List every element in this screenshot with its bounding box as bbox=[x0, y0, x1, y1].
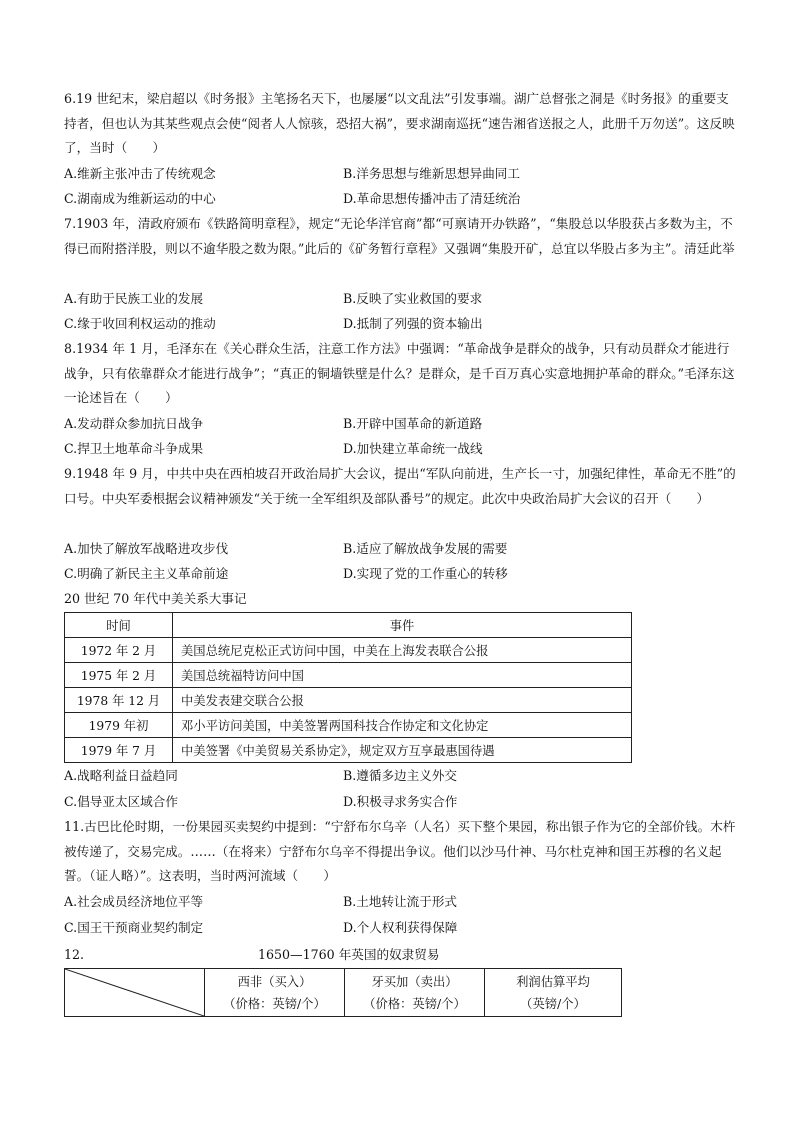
question-10-option-d: D.积极寻求务实合作 bbox=[343, 794, 458, 809]
question-8-option-a: A.发动群众参加抗日战争 bbox=[64, 416, 204, 431]
header-profit-line1: 利润估算平均 bbox=[516, 974, 590, 989]
table-cell-event: 中美发表建交联合公报 bbox=[173, 688, 632, 713]
header-west-africa bbox=[205, 969, 345, 1017]
table-header-time: 时间 bbox=[65, 613, 173, 638]
header-jamaica-line2: （价格：英镑/个） bbox=[363, 996, 466, 1011]
question-11-option-c: C.国王干预商业契约制定 bbox=[64, 920, 204, 935]
table-cell-event: 美国总统福特访问中国 bbox=[173, 663, 632, 688]
question-7-option-d: D.抵制了列强的资本输出 bbox=[343, 316, 483, 331]
table-cell-time: 1978 年 12 月 bbox=[65, 688, 173, 713]
header-west-africa-line2: （价格：英镑/个） bbox=[223, 996, 326, 1011]
question-7-stem: 7.1903 年，清政府颁布《铁路简明章程》，规定“无论华洋官商”都“可禀请开办铁路”，“集股总以华股获占多数为主，不得已而附搭洋股，则以不逾华股之数为限。”此后的《矿务暂行章程》又强调“集股开矿，总宜以华股占多为主”。清廷此举 bbox=[64, 216, 735, 256]
table-row bbox=[65, 663, 632, 688]
slave-trade-table bbox=[64, 968, 622, 1017]
question-10-table-caption: 20 世纪 70 年代中美关系大事记 bbox=[64, 591, 247, 606]
table-row bbox=[65, 638, 632, 663]
question-9-stem: 9.1948 年 9 月，中共中央在西柏坡召开政治局扩大会议，提出“军队向前进，生产长一寸，加强纪律性，革命无不胜”的口号。中央军委根据会议精神颁发“关于统一全军组织及部队番号”的规定。此次中央政治局扩大会议的召开（ ） bbox=[64, 466, 736, 506]
question-11-stem: 11.古巴比伦时期，一份果园买卖契约中提到：“宁舒布尔乌辛（人名）买下整个果园，称出银子作为它的全部价钱。木杵被传递了，交易完成。……（在将来）宁舒布尔乌辛不得提出争议。他们以沙马什神、马尔杜克神和国王苏穆的名义起誓。（证人略）”。这表明，当时两河流域（ ） bbox=[64, 819, 736, 884]
question-6-stem: 6.19 世纪末，梁启超以《时务报》主笔扬名天下，也屡屡“以文乱法”引发事端。湖广总督张之洞是《时务报》的重要支持者，但也认为其某些观点会使“阅者人人惊骇，恐招大祸”，要求湖南巡抚“速告湘省送报之人，此册千万勿送”。这反映了，当时（ ） bbox=[64, 91, 735, 156]
question-6-option-d: D.革命思想传播冲击了清廷统治 bbox=[343, 191, 521, 206]
question-10-option-b: B.遵循多边主义外交 bbox=[343, 768, 458, 783]
table-cell-time: 1975 年 2 月 bbox=[65, 663, 173, 688]
question-6-option-c: C.湖南成为维新运动的中心 bbox=[64, 191, 216, 206]
question-6-option-a: A.维新主张冲击了传统观念 bbox=[64, 166, 216, 181]
question-12-number: 12. bbox=[64, 947, 85, 962]
header-profit-line2: （英镑/个） bbox=[520, 996, 586, 1011]
question-7-option-c: C.缘于收回利权运动的推动 bbox=[64, 316, 216, 331]
question-9-option-a: A.加快了解放军战略进攻步伐 bbox=[64, 541, 229, 556]
diagonal-header-cell bbox=[65, 969, 205, 1017]
question-11-option-a: A.社会成员经济地位平等 bbox=[64, 894, 204, 909]
table-row bbox=[65, 738, 632, 763]
question-8-option-b: B.开辟中国革命的新道路 bbox=[343, 416, 483, 431]
question-9-option-c: C.明确了新民主主义革命前途 bbox=[64, 566, 229, 581]
table-cell-event: 中美签署《中美贸易关系协定》，规定双方互享最惠国待遇 bbox=[173, 738, 632, 763]
header-west-africa-line1: 西非（买入） bbox=[237, 974, 312, 989]
table-header-row bbox=[65, 613, 632, 638]
table-header-event: 事件 bbox=[173, 613, 632, 638]
table-row bbox=[65, 713, 632, 738]
question-8-option-d: D.加快建立革命统一战线 bbox=[343, 441, 483, 456]
table-header-row bbox=[65, 969, 622, 1017]
table-cell-event: 邓小平访问美国，中美签署两国科技合作协定和文化协定 bbox=[173, 713, 632, 738]
question-7-option-b: B.反映了实业救国的要求 bbox=[343, 291, 483, 306]
question-8-stem: 8.1934 年 1 月，毛泽东在《关心群众生活，注意工作方法》中强调：“革命战争是群众的战争，只有动员群众才能进行战争，只有依靠群众才能进行战争”；“真正的铜墙铁壁是什么？是群众，是千百万真心实意地拥护革命的群众。”毛泽东这一论述旨在（ ） bbox=[64, 341, 735, 406]
table-cell-time: 1979 年 7 月 bbox=[65, 738, 173, 763]
question-11-option-b: B.土地转让流于形式 bbox=[343, 894, 458, 909]
question-9-option-b: B.适应了解放战争发展的需要 bbox=[343, 541, 508, 556]
header-jamaica bbox=[345, 969, 485, 1017]
table-cell-event: 美国总统尼克松正式访问中国，中美在上海发表联合公报 bbox=[173, 638, 632, 663]
header-jamaica-line1: 牙买加（卖出） bbox=[371, 974, 458, 989]
question-9-option-d: D.实现了党的工作重心的转移 bbox=[343, 566, 508, 581]
table-cell-time: 1972 年 2 月 bbox=[65, 638, 173, 663]
sino-us-events-table bbox=[64, 612, 632, 763]
question-11-option-d: D.个人权利获得保障 bbox=[343, 920, 458, 935]
question-7-option-a: A.有助于民族工业的发展 bbox=[64, 291, 204, 306]
header-profit bbox=[485, 969, 622, 1017]
diagonal-line bbox=[65, 969, 204, 1016]
question-8-option-c: C.捍卫土地革命斗争成果 bbox=[64, 441, 204, 456]
table-row bbox=[65, 688, 632, 713]
table-cell-time: 1979 年初 bbox=[65, 713, 173, 738]
question-12-table-title: 1650—1760 年英国的奴隶贸易 bbox=[258, 947, 440, 962]
question-6-option-b: B.洋务思想与维新思想异曲同工 bbox=[343, 166, 520, 181]
question-10-option-a: A.战略利益日益趋同 bbox=[64, 768, 178, 783]
question-10-option-c: C.倡导亚太区域合作 bbox=[64, 794, 178, 809]
